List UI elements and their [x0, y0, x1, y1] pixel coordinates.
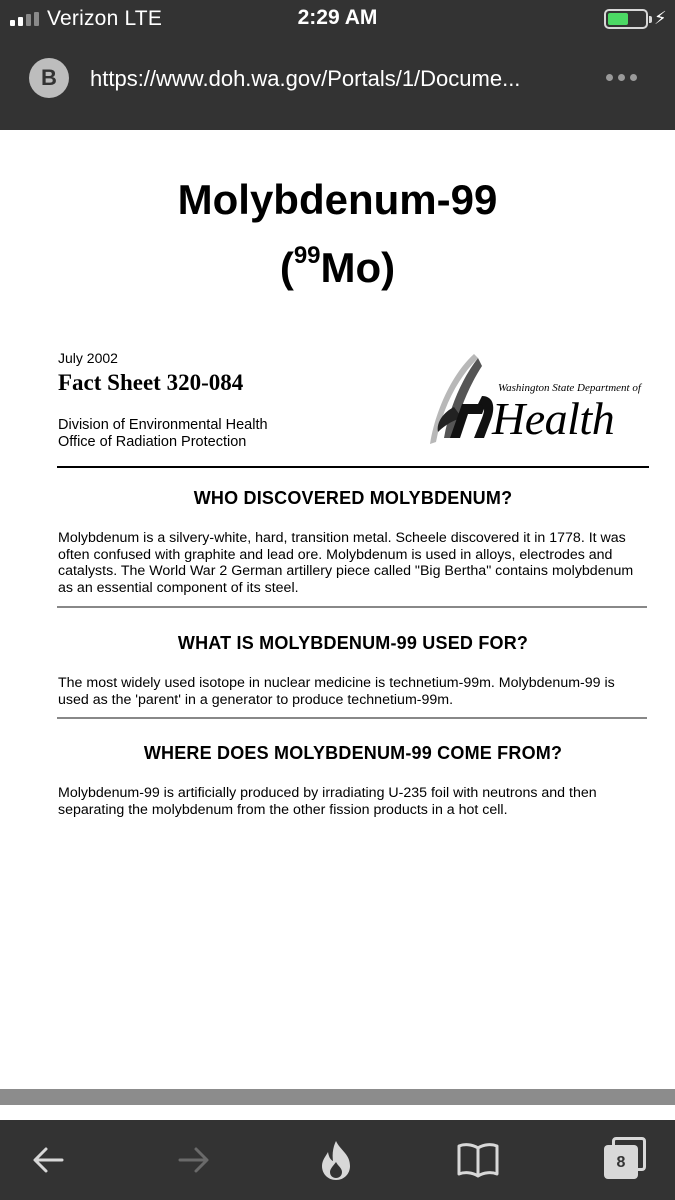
- tabs-count-button[interactable]: 8: [604, 1145, 638, 1179]
- battery-icon: [604, 9, 648, 29]
- section-divider: [57, 606, 647, 608]
- section-body-used-for: The most widely used isotope in nuclear medicine is technetium-99m. Molybdenum-99 is used as the 'parent' in a generator to produce technetium-99m.: [58, 675, 615, 708]
- department-info: [58, 417, 268, 451]
- section-heading-discovered: WHO DISCOVERED MOLYBDENUM?: [193, 488, 513, 508]
- header-divider: [57, 466, 649, 468]
- section-body-discovered: Molybdenum is a silvery-white, hard, transition metal. Scheele discovered it in 1778. It was often confused with graphite and lead ore. Molybdenum is used in alloys, electrodes and catalysts. The World War 2 German artillery piece called "Big Bertha" contains molybdenum as an essential component of its steel.: [58, 530, 634, 596]
- page-scroll-bar: [0, 1089, 675, 1105]
- back-arrow-icon[interactable]: [26, 1138, 70, 1182]
- url-field[interactable]: https://www.doh.wa.gov/Portals/1/Docume...: [90, 66, 521, 91]
- carrier-label: Verizon LTE: [47, 7, 163, 30]
- section-heading-used-for: WHAT IS MOLYBDENUM-99 USED FOR?: [177, 633, 529, 653]
- symbol-prefix: (: [279, 244, 294, 291]
- division-name: Division of Environmental Health: [58, 417, 268, 433]
- logo-health: Health: [492, 393, 615, 444]
- symbol-element: Mo): [320, 244, 396, 291]
- address-bar: [0, 38, 675, 130]
- element-symbol: [0, 244, 675, 292]
- section-heading-come-from: WHERE DOES MOLYBDENUM-99 COME FROM?: [143, 743, 563, 763]
- battery-fill: [608, 13, 628, 25]
- browser-logo-icon[interactable]: B: [29, 58, 69, 98]
- status-time: 2:29 AM: [297, 6, 378, 29]
- section-divider: [57, 717, 647, 719]
- bookmarks-book-icon[interactable]: [456, 1138, 500, 1182]
- section-body-come-from: Molybdenum-99 is artificially produced by irradiating U-235 foil with neutrons and then separating the molybdenum from the other fission products in a hot cell.: [58, 785, 597, 818]
- logo-department: Washington State Department of: [498, 382, 641, 394]
- charging-icon: ⚡︎: [654, 8, 667, 28]
- fact-sheet-number: Fact Sheet 320-084: [58, 370, 244, 395]
- forward-arrow-icon[interactable]: [172, 1138, 216, 1182]
- status-bar: [0, 0, 675, 38]
- publish-date: July 2002: [58, 350, 118, 366]
- flame-icon[interactable]: [314, 1138, 358, 1182]
- more-options-icon[interactable]: [606, 74, 637, 81]
- office-name: Office of Radiation Protection: [58, 434, 247, 450]
- mass-number: 99: [293, 242, 321, 269]
- document-title: Molybdenum-99: [177, 176, 498, 223]
- doh-logo: [424, 352, 641, 448]
- bottom-toolbar: [0, 1120, 675, 1200]
- document-page: [0, 130, 675, 1090]
